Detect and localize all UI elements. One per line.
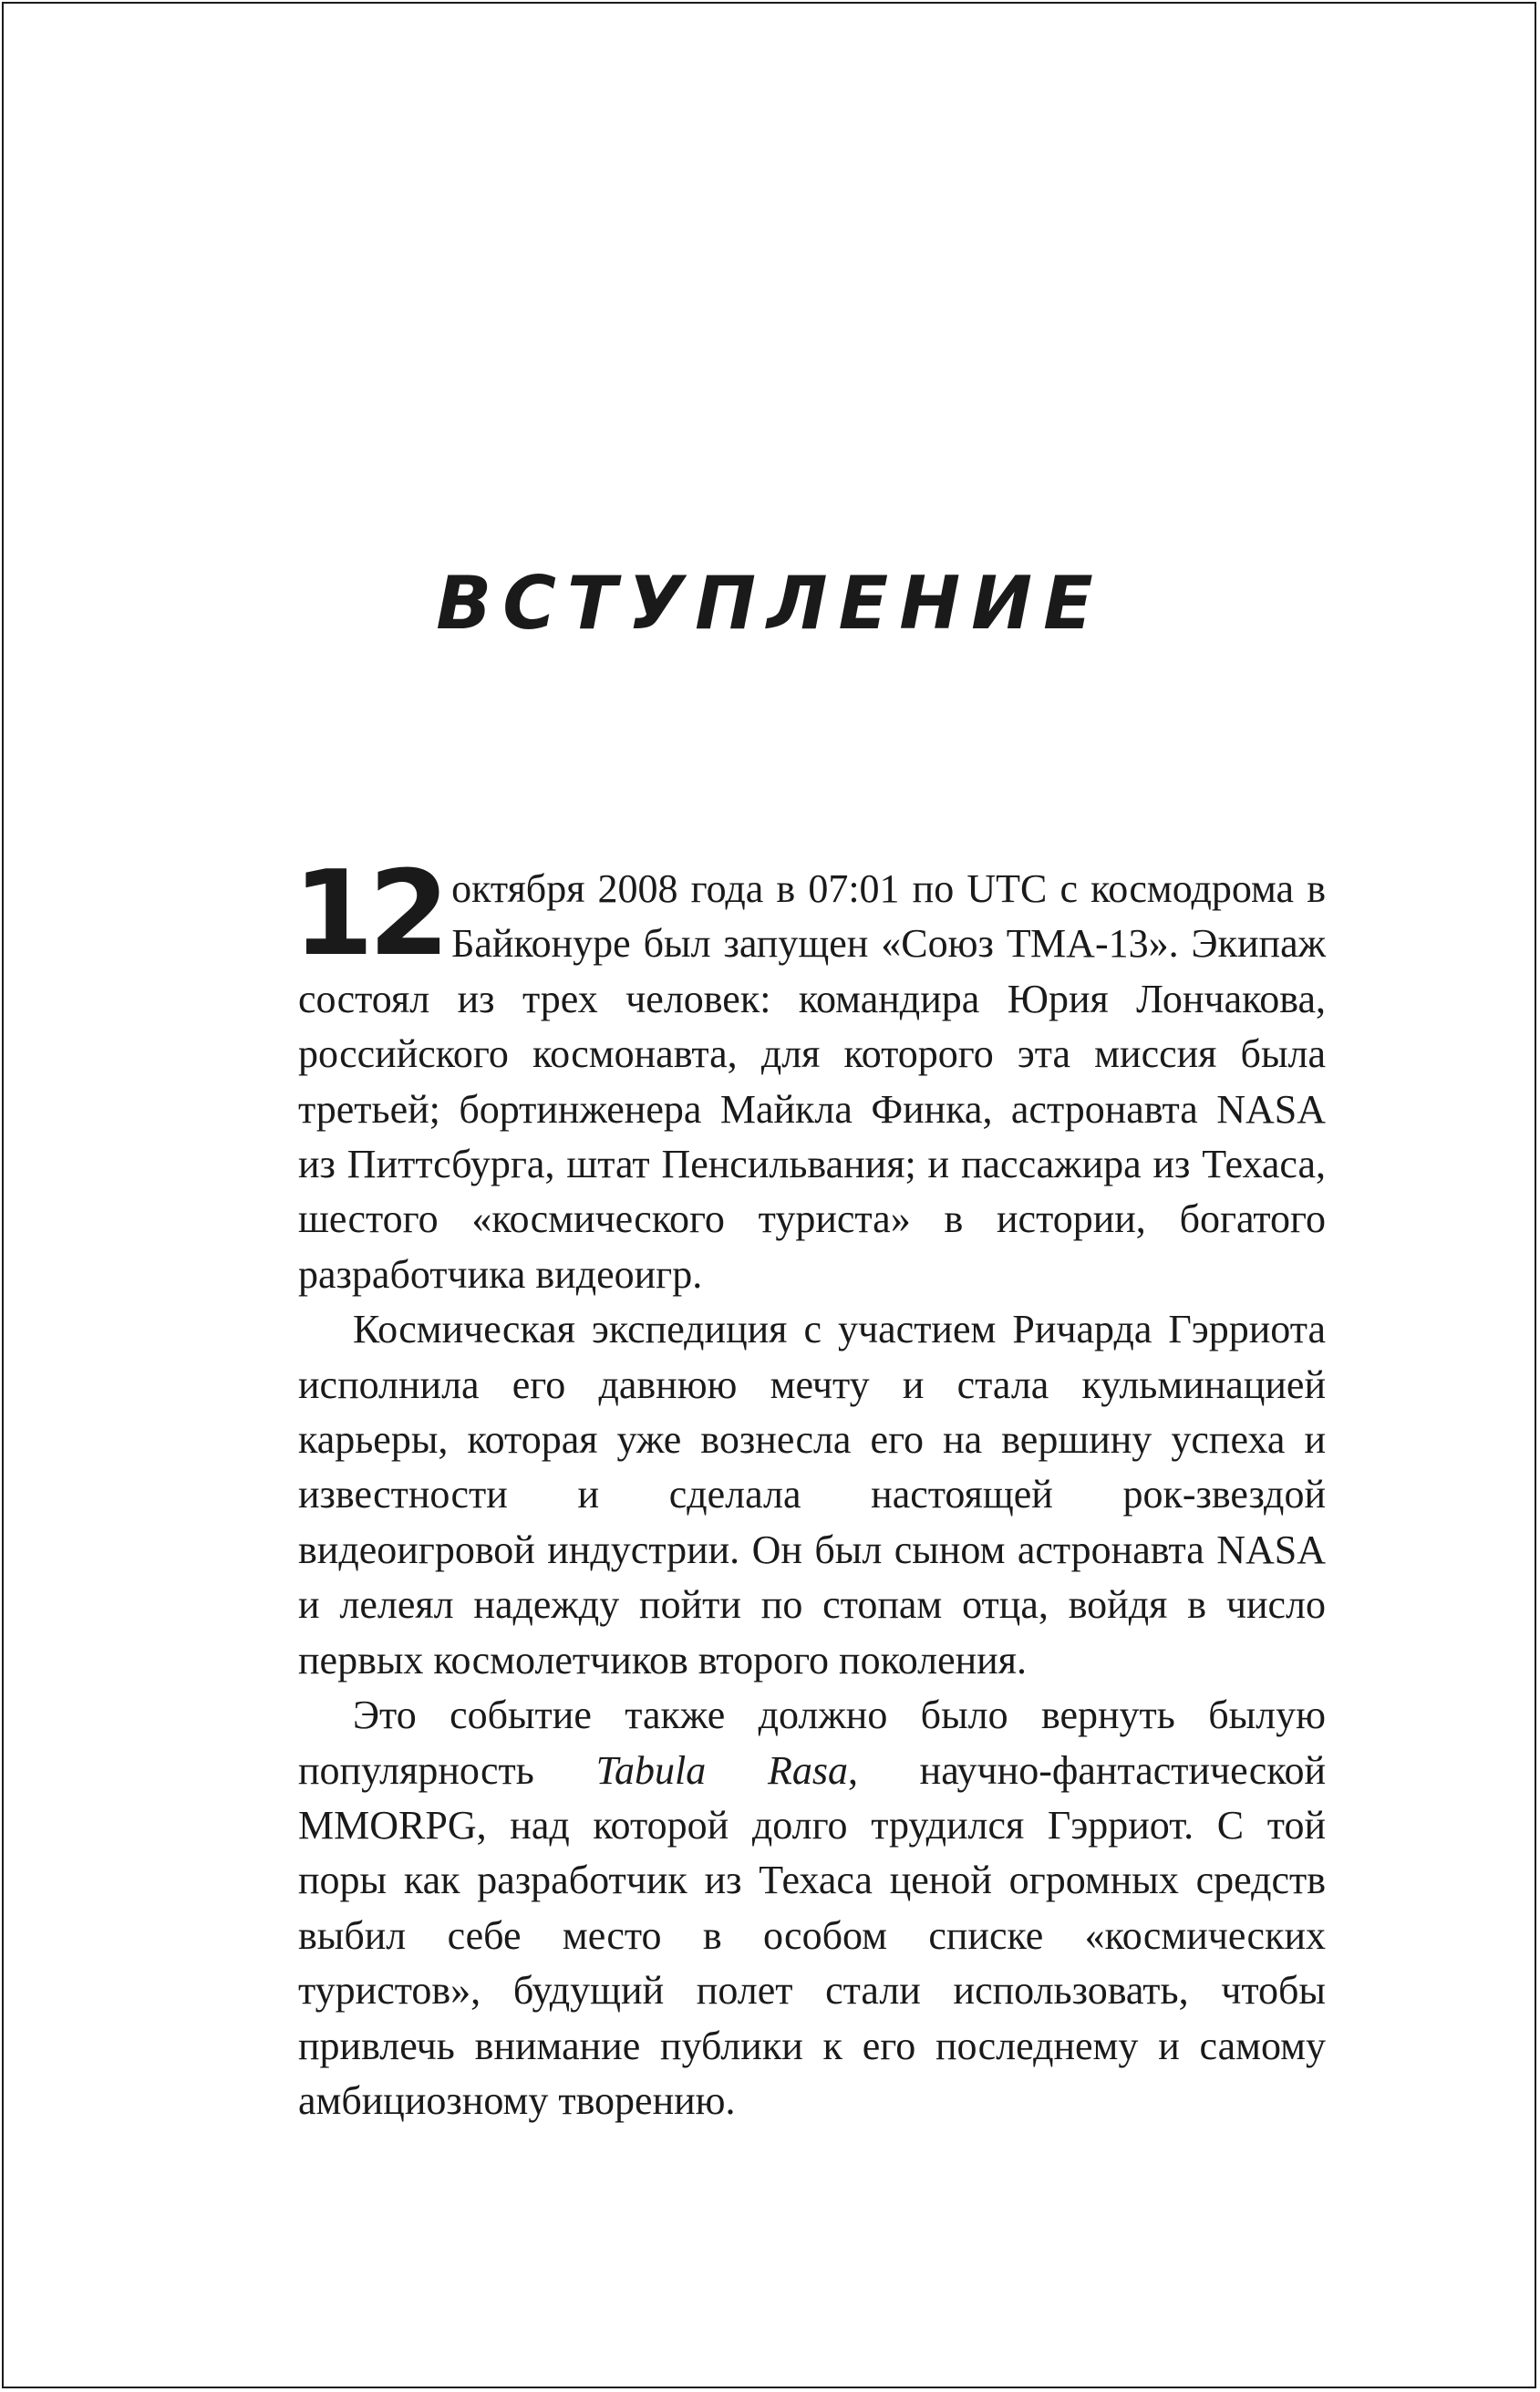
paragraph-2: Космическая экспедиция с участием Ричарда Гэрриота исполнила его давнюю мечту и стала кульминацией карьеры, которая уже вознесла его на вершину успеха и известности и сделала настоящей рок-звездой видеоигровой индустрии. Он был сыном астронавта NASA и лелеял надежду пойти по стопам отца, войдя в число первых космолетчиков второго поколения. [298,1307,1326,1683]
drop-cap: 12 [293,846,445,982]
paragraph-1-text: октября 2008 года в 07:01 по UTC с космодрома в Байконуре был запущен «Союз ТМА-13». Экипаж состоял из трех человек: командира Юрия Лончакова, российского космонавта, для которого эта миссия была третьей; бортинженера Майкла Финка, астронавта NASA из Питтсбурга, штат Пенсильвания; и пассажира из Техаса, шестого «космического туриста» в истории, богатого разработчика видеоигр. [298,866,1326,1297]
paragraph-3 [298,1688,1326,2128]
paragraph-1 [293,846,1326,1302]
game-title-italic: Tabula Rasa [595,1747,848,1793]
chapter-title: ВСТУПЛЕНИЕ [436,561,1104,646]
paragraph-3-text-after: , научно-фантастической MMORPG, над которой долго трудился Гэрриот. С той поры как разработчик из Техаса ценой огромных средств выбил себе место в особом списке «космических туристов», будущий полет стали использовать, чтобы привлечь внимание публики к его последнему и самому амбициозному творению. [298,1747,1327,2123]
paragraph-3-text-before: Это событие также должно было вернуть былую популярность [298,1693,1326,1793]
body-text [293,846,1327,2128]
